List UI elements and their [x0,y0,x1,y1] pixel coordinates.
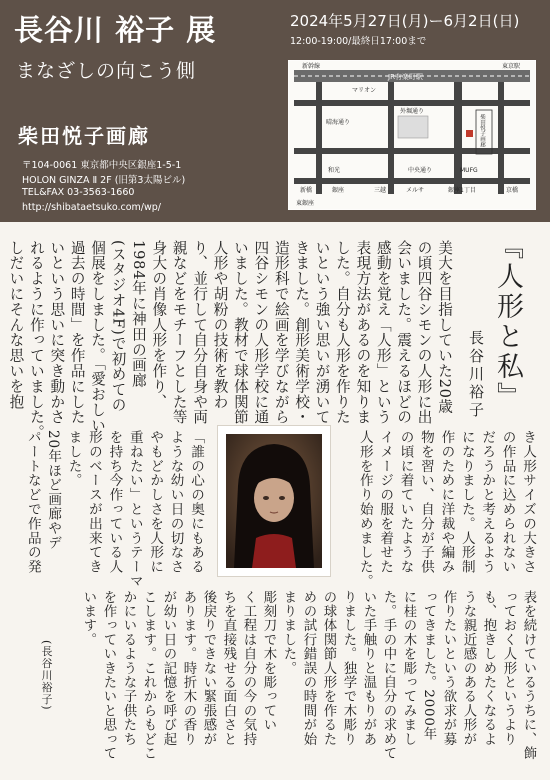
exhibition-title: 長谷川 裕子 展 [14,13,217,47]
essay-signature: (長谷川裕子) [40,640,53,711]
essay-line: あります。時折木の香り [181,590,196,747]
essay-line: やもどかしさを人形に [147,430,164,574]
gallery-building: HOLON GINZA Ⅱ 2F (旧第3太陽ビル) [22,175,186,186]
doll-sweater [252,534,296,568]
road-upper [294,100,530,106]
exhibition-dates: 2024年5月27日(月)ー6月2日(日) [290,12,520,30]
essay-line: パートなどで作品の発 [24,430,41,574]
road-chuo [454,82,462,194]
essay-line: 物を習い、自分が子供 [417,430,434,574]
doll-photo [218,426,330,576]
essay-line: ってきました。2000年 [421,590,436,741]
label-wako: 和光 [328,167,341,174]
essay-line: の頃に着ていたような [397,430,414,574]
essay-line: 美大を目指していた20歳 [436,240,453,415]
essay-line: イメージの服を着せた [377,430,394,574]
essay-line: りました。独学で木彫り [341,590,356,747]
essay-upper-block [5,240,454,441]
gallery-phone: TEL&FAX 03-3563-1660 [22,187,135,198]
essay-lower-block [78,590,538,770]
essay-line: り、並行して自分自身や両 [191,240,209,425]
essay-line: かにいるような子供たち [121,590,136,747]
label-ginza: 銀座 [332,187,345,194]
road-harumi [294,148,530,154]
essay-line: 彫刻刀で木を彫ってい [261,590,276,732]
essay-line: こします。これからもどこ [141,590,156,761]
essay-line: が幼い日の記憶を呼び起 [161,590,176,747]
label-ginza-itchome: 銀座1丁目 [448,187,476,194]
essay-line: っておく人形というより [501,590,516,747]
essay-line: めの試行錯誤の時間が始 [301,590,316,747]
essay-line: を作っていきたいと思って [101,590,116,761]
essay-line: 「誰の心の奥にもある [188,430,204,574]
essay-line: き人形サイズの大きさ [520,430,536,574]
essay-line: 身大の肖像人形を作り、 [150,240,168,410]
gallery-website-link[interactable]: http://shibataetsuko.com/wp/ [22,202,161,213]
essay-line: いました。教材で球体関節 [231,240,249,425]
doll-eye-left [263,496,269,500]
essay-line: しだいにそんな思いを抱 [7,240,25,410]
label-kyobashi: 京橋 [506,187,519,194]
essay-line: 人形や胡粉の技術を教わ [211,240,229,410]
essay-line: いという強い思いが湧いて [313,240,331,425]
road-middle [388,82,394,194]
essay-line: 表を続けているうちに、飾 [521,590,536,761]
essay-line: いた手触りと温もりがあ [361,590,376,747]
exhibition-subtitle: まなざしの向こう側 [16,60,197,82]
essay-line: まりました。 [281,590,296,676]
essay-line: 20年ほど画廊やデ [45,430,62,550]
access-map [288,60,536,210]
essay-line: 親などをモチーフとした等 [170,240,188,425]
essay-line: ような幼い日の切なさ [167,430,184,574]
essay-line: 1984年に神田の画廊 [129,240,147,389]
essay-line: だろうかと考えるよう [479,430,496,574]
label-gallery: 柴田悦子画廊 [479,114,485,147]
essay-line: れるように作っていました。 [27,240,45,441]
label-chuo-dori: 中央通り [408,167,433,174]
essay-line: きました。創形美術学校・ [293,240,311,425]
essay-line: の球体関節人形を作るた [321,590,336,747]
essay-line: た。手の中に自分の求めて [381,590,396,761]
label-mitsukoshi: 三越 [374,187,387,194]
label-jr-yurakucho: JR有楽町駅 [388,73,423,81]
essay-line: 形のベースが出来てき [85,430,102,574]
essay-author: 長谷川裕子 [467,330,485,420]
essay-line: うな親近感のある人形が [461,590,476,747]
label-shinkansen: 新幹線 [302,63,321,70]
gallery-postal-address: 〒104-0061 東京都中央区銀座1-5-1 [22,160,182,171]
essay-line: 人形を作り始めました。 [356,430,373,589]
label-harumi: 晴海通り [326,119,351,126]
essay-line: 四谷シモンの人形学校に通 [252,240,270,425]
doll-photo-frame [218,426,330,576]
road-sotobori [316,82,322,194]
label-marion: マリオン [352,87,376,94]
essay-line: 個展をしました。「愛おしい [89,240,107,433]
road-east [498,82,504,194]
doll-eye-right [279,496,285,500]
essay-line: 感動を覚え「人形」という [374,240,392,425]
essay-line: 表現方法があるのを知りま [354,240,372,425]
essay-title: 『人形と私』 [492,232,523,412]
essay-line: ました。 [65,430,82,488]
gallery-marker [466,130,473,137]
essay-line: を持ち今作っている人 [106,430,123,574]
label-mufg: MUFG [460,167,478,174]
essay-line: いという思いに突き動かさ [48,240,66,425]
label-higashiginza: 東銀座 [296,200,315,207]
essay-line: ちを直接残せる面白さと [221,590,236,747]
essay-line: 作のために洋裁や編み [438,430,455,574]
essay-line: に桂の木を彫ってみまし [401,590,416,747]
essay-line: の頃四谷シモンの人形に出 [415,240,433,425]
label-shinbashi: 新橋 [300,187,313,194]
essay-line: く工程は自分の今の気持 [241,590,256,747]
essay-line: 造形科で絵画を学びながら [272,240,290,425]
header-banner [0,0,550,222]
essay-line: 重ねたい」というテーマ [126,430,143,589]
essay-line: した。自分も人形を作りた [333,240,351,425]
essay-line: 作りたいという欲求が募 [441,590,456,747]
essay-middle-left-block [22,430,206,589]
label-melsa: メルサ [406,187,425,194]
block-building [398,116,428,138]
essay-line: 後戻りできない緊張感が [201,590,216,747]
essay-line: (スタジオ4F)で初めての [109,240,127,413]
essay-line: になりました。人形制 [458,430,475,574]
essay-line: も、抱きしめたくなるよ [481,590,496,747]
essay-middle-right-block [354,430,538,589]
label-sotobori: 外堀通り [400,108,425,115]
essay-line: の作品に込められない [499,430,516,574]
road-lower [294,178,530,184]
gallery-logo: 柴田悦子画廊 [18,124,150,148]
exhibition-hours: 12:00-19:00/最終日17:00まで [290,36,427,47]
essay-line: います。 [81,590,96,647]
label-tokyo-station: 東京駅 [502,63,521,70]
essay-line: 会いました。震えるほどの [395,240,413,425]
essay-line: 過去の時間」を作品にした [68,240,86,425]
